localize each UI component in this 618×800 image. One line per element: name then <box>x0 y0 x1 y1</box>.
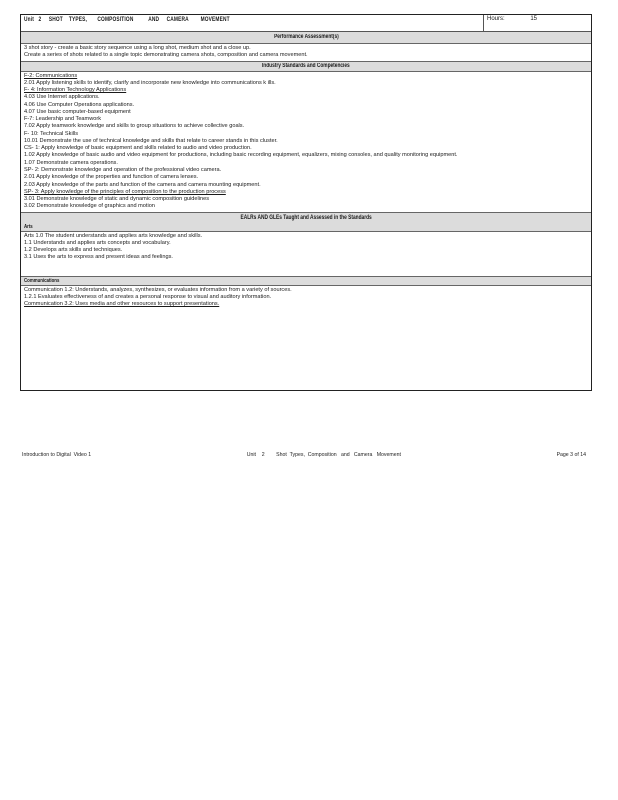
performance-line: Create a series of shots related to a single topic demonstrating camera shots, composition and camera movement. <box>24 52 308 59</box>
footer-unit: Unit 2 Shot Types, Composition and Camera Movement <box>246 452 401 458</box>
unit-header-row <box>21 15 591 32</box>
hours-label: Hours: <box>487 16 505 22</box>
unit-table <box>20 14 592 391</box>
standard-line: 4.07 Use basic computer-based equipment <box>24 108 131 115</box>
standard-line: SP- 3: Apply knowledge of the principles of composition to the production process <box>24 188 226 195</box>
ealrs-band <box>21 212 591 223</box>
arts-label-row <box>21 223 591 232</box>
hours-value: 15 <box>530 16 538 22</box>
standard-line: 7.02 Apply teamwork knowledge and skills to group situations to achieve collective goals. <box>24 123 245 130</box>
standard-line: F-2: Communications <box>24 72 78 79</box>
industry-section <box>21 72 591 212</box>
footer-course: Introduction to Digital Video 1 <box>22 452 92 458</box>
performance-line: 3 shot story - create a basic story sequence using a long shot, medium shot and a close up. <box>24 45 251 51</box>
unit-title: Unit 2 SHOT TYPES, COMPOSITION AND CAMERA MOVEMENT <box>24 16 230 23</box>
arts-line: Arts 1.0 The student understands and applies arts knowledge and skills. <box>24 232 203 239</box>
standard-line: 3.02 Demonstrate knowledge of graphics and motion <box>24 203 155 210</box>
standard-line: 2.01 Apply listening skills to identify, clarify and incorporate new knowledge into communications k ills. <box>24 79 276 86</box>
standard-line: Communication 1.2: Understands, analyzes, synthesizes, or evaluates information from a variety of sources. <box>24 286 292 293</box>
standard-line: 3.01 Demonstrate knowledge of static and dynamic composition guidelines <box>24 196 210 203</box>
unit-title-cell <box>21 15 484 31</box>
standard-line: 4.06 Use Computer Operations applications. <box>24 101 135 108</box>
communications-label: Communications <box>24 277 60 284</box>
standard-line: 10.01 Demonstrate the use of technical knowledge and skills that relate to career stands in this cluster. <box>24 137 278 144</box>
page-footer <box>22 452 586 458</box>
arts-line: 1.2 Develops arts skills and techniques. <box>24 247 123 254</box>
standard-line: F-7: Leadership and Teamwork <box>24 116 102 123</box>
ealrs-heading: EALRs AND GLEs Taught and Assessed in the Standards <box>240 213 372 221</box>
communications-section <box>21 286 591 310</box>
standard-line: CS- 1: Apply knowledge of basic equipment and skills related to audio and video production. <box>24 145 252 152</box>
spacer <box>21 263 591 276</box>
arts-line: 3.1 Uses the arts to express and present ideas and feelings. <box>24 254 173 261</box>
standard-line: 4.03 Use Internet applications. <box>24 94 100 101</box>
industry-band <box>21 61 591 72</box>
arts-section <box>21 232 591 263</box>
standard-line: 2.01 Apply knowledge of the properties and function of camera lenses. <box>24 174 199 181</box>
industry-heading: Industry Standards and Competencies <box>262 62 350 69</box>
performance-heading: Performance Assessment(s) <box>273 34 339 40</box>
arts-line: 1.1 Understands and applies arts concepts and vocabulary. <box>24 239 171 246</box>
performance-section <box>21 44 591 61</box>
hours-cell <box>484 15 591 31</box>
standard-line: 2.03 Apply knowledge of the parts and function of the camera and camera mounting equipment. <box>24 181 261 188</box>
communications-label-row <box>21 276 591 286</box>
footer-page: Page 3 of 14 <box>556 452 586 458</box>
standard-line: 1.07 Demonstrate camera operations. <box>24 159 118 166</box>
performance-band <box>21 32 591 44</box>
standard-line: 1.02 Apply knowledge of basic audio and video equipment for productions, including basic recording equipment, equalizers, mixing consoles, and quality monitoring equipment. <box>24 152 458 159</box>
standard-line: F- 10: Technical Skills <box>24 130 78 137</box>
standard-line: F- 4: Information Technology Applications <box>24 87 127 94</box>
standard-line: SP- 2: Demonstrate knowledge and operation of the professional video camera. <box>24 166 222 173</box>
arts-label: Arts <box>24 223 33 230</box>
standard-line: 1.2.1 Evaluates effectiveness of and creates a personal response to visual and auditory information. <box>24 293 272 300</box>
standard-line: Communication 3.2: Uses media and other resources to support presentations. <box>24 301 220 308</box>
